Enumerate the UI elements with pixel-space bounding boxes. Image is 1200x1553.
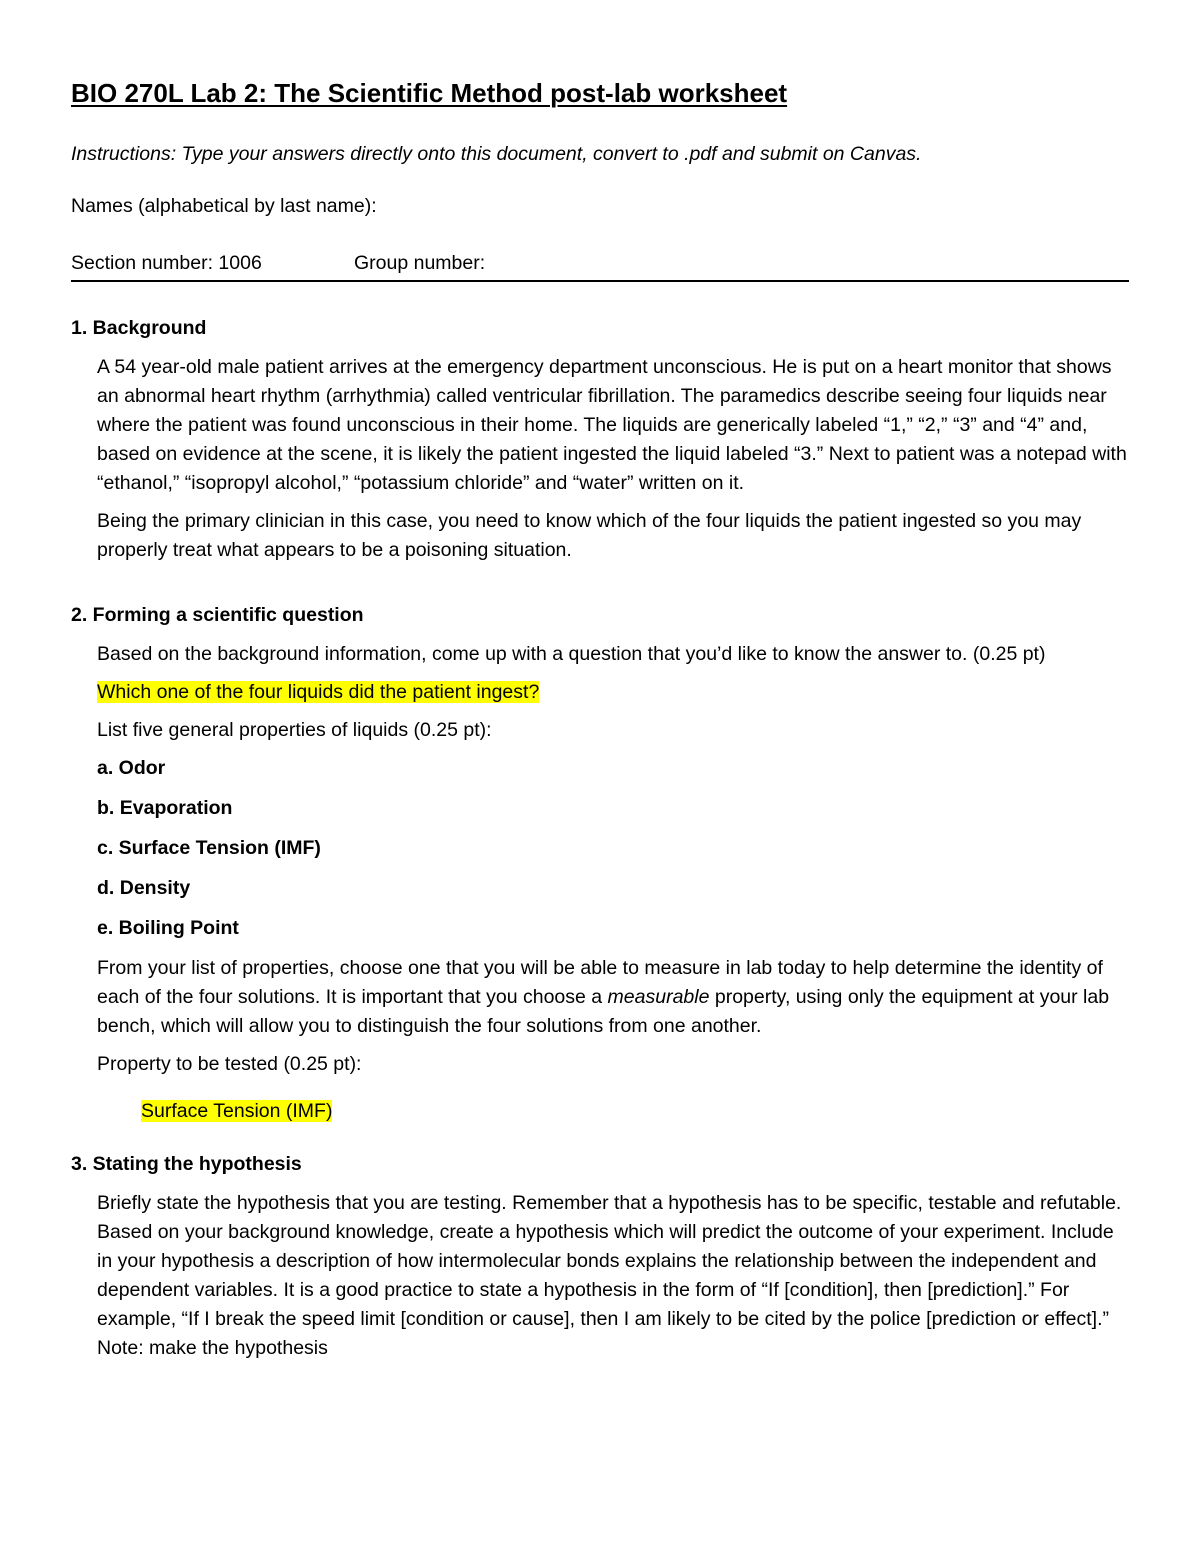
choose-text-end: property, using only the equipment at your lab bench, which will allow you to distinguish the four solutions from one another. (97, 986, 1110, 1037)
question-answer-text: Which one of the four liquids did the patient ingest? (97, 681, 540, 703)
section-3-heading: 3. Stating the hypothesis (71, 1153, 302, 1175)
background-paragraph-1: A 54 year-old male patient arrives at the emergency department unconscious. He is put on a heart monitor that shows an abnormal heart rhythm (arrhythmia) called ventricular fibrillation. The paramedics describe seeing four liquids near where the patient was found unconscious in their home. The liquids are generically labeled “1,” “2,” “3” and “4” and, based on evidence at the scene, it is likely the patient ingested the liquid labeled “3.” Next to patient was a notepad with “ethanol,” “isopropyl alcohol,” “potassium chloride” and “water” written on it. (97, 356, 1127, 494)
section-2-body (71, 640, 1129, 1126)
property-item[interactable]: b. Evaporation (97, 797, 233, 819)
property-tested-label: Property to be tested (0.25 pt): (97, 1053, 362, 1075)
section-1-heading: 1. Background (71, 317, 207, 339)
property-tested-answer[interactable] (97, 1097, 1129, 1126)
property-tested-answer-text: Surface Tension (IMF) (141, 1100, 333, 1122)
page-title: BIO 270L Lab 2: The Scientific Method post-lab worksheet (71, 78, 788, 108)
choose-text-start: From your list of properties, choose one that you will be able to measure in lab today to help determine the identity of each of the four solutions. It is important that you choose a (97, 957, 1103, 1008)
choose-property-paragraph (97, 954, 1129, 1041)
question-answer[interactable] (97, 678, 1129, 707)
property-item[interactable]: c. Surface Tension (IMF) (97, 837, 321, 859)
section-3-body (71, 1189, 1129, 1363)
section-2-heading: 2. Forming a scientific question (71, 604, 364, 626)
instructions-text: Instructions: Type your answers directly onto this document, convert to .pdf and submit on Canvas. (71, 143, 922, 165)
section-number-label: Section number: 1006 (71, 252, 262, 274)
names-label: Names (alphabetical by last name): (71, 195, 377, 217)
property-item[interactable]: d. Density (97, 877, 191, 899)
worksheet-page (71, 76, 1129, 1372)
hypothesis-paragraph: Briefly state the hypothesis that you are testing. Remember that a hypothesis has to be specific, testable and refutable. Based on your background knowledge, create a hypothesis which will predict the outcome of your experiment. Include in your hypothesis a description of how intermolecular bonds explains the relationship between the independent and dependent variables. It is a good practice to state a hypothesis in the form of “If [condition], then [prediction].” For example, “If I break the speed limit [condition or cause], then I am likely to be cited by the police [prediction or effect].” Note: make the hypothesis (97, 1192, 1122, 1359)
properties-list-prompt: List five general properties of liquids (0.25 pt): (97, 719, 492, 741)
group-number-label: Group number: (354, 252, 486, 274)
section-group-row (71, 249, 1129, 282)
background-paragraph-2: Being the primary clinician in this case, you need to know which of the four liquids the patient ingested so you may properly treat what appears to be a poisoning situation. (97, 510, 1082, 561)
question-prompt: Based on the background information, come up with a question that you’d like to know the answer to. (0.25 pt) (97, 643, 1046, 665)
choose-text-emphasis: measurable (607, 986, 710, 1008)
section-1-body (71, 353, 1129, 565)
property-item[interactable]: e. Boiling Point (97, 917, 239, 939)
property-item[interactable]: a. Odor (97, 757, 166, 779)
